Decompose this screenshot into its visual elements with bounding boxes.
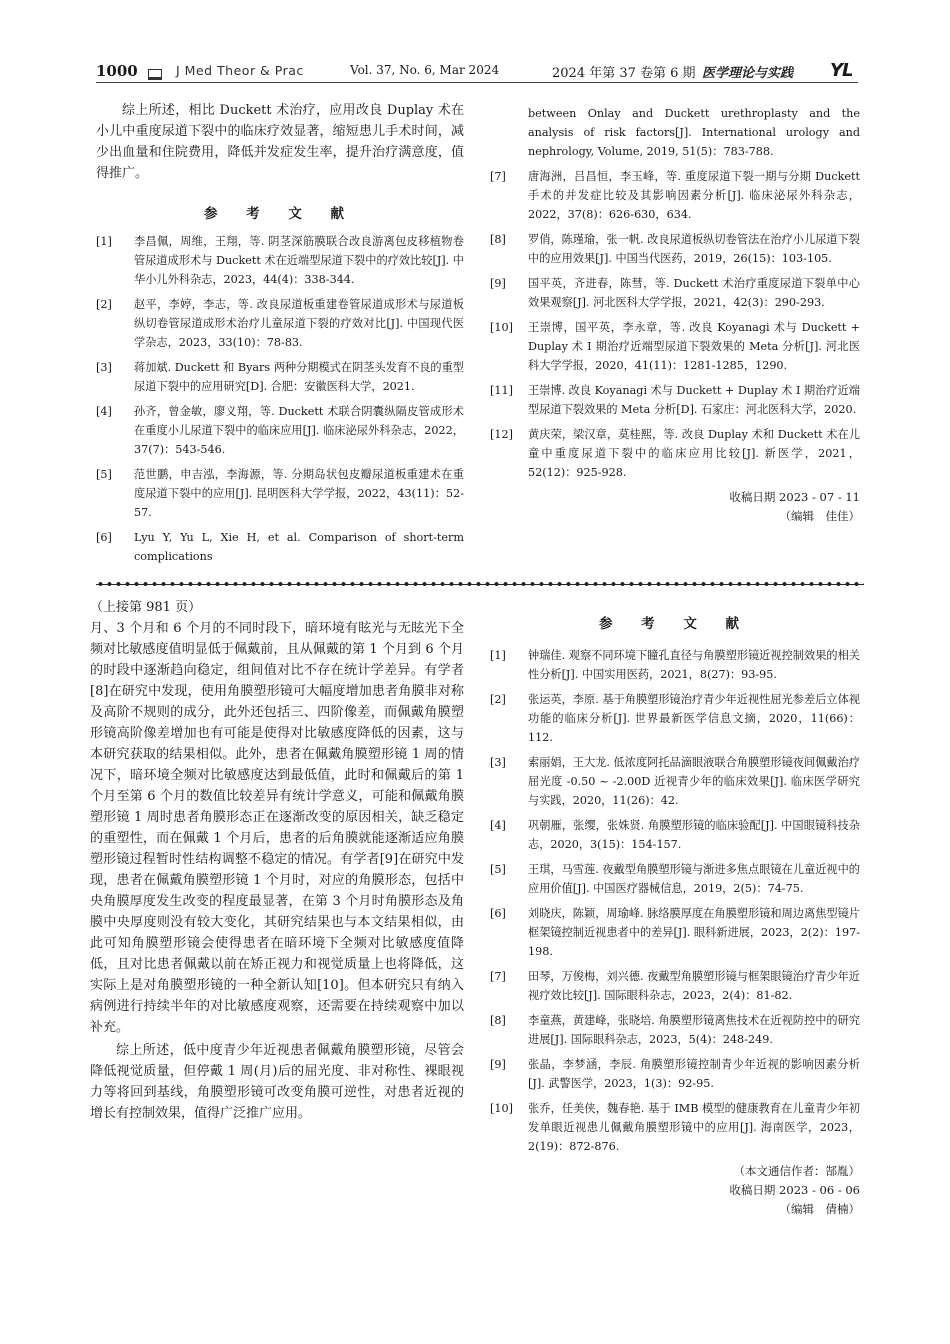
reference-number: [1] <box>96 235 112 248</box>
reference-number: [4] <box>96 405 112 418</box>
reference-item <box>490 646 860 684</box>
bottom-left-column <box>90 597 464 1124</box>
reference-item <box>96 358 464 396</box>
reference-number: [3] <box>96 361 112 374</box>
reference-text: 李昌佩，周维，王翔，等. 阴茎深筋膜联合改良游离包皮移植物卷管尿道成形术与 Duckett 术在近端型尿道下裂中的疗效比较[J]. 中华小儿外科杂志，2023，44(4)：338-344. <box>134 235 464 286</box>
reference-number: [2] <box>96 298 112 311</box>
reference-text: 刘晓庆，陈颖，周瑜峰. 脉络膜厚度在角膜塑形镜和周边离焦型镜片框架镜控制近视患者中的差异[J]. 眼科新进展，2023，2(2)：197-198. <box>528 907 860 958</box>
reference-item <box>96 402 464 459</box>
reference-text: 巩朝雁，张缨，张姝贤. 角膜塑形镜的临床验配[J]. 中国眼镜科技杂志，2020，3(15)：154-157. <box>528 819 860 851</box>
editor-note: （编辑 佳佳） <box>779 509 860 523</box>
section-divider <box>96 580 864 588</box>
reference-text: 李童燕，黄建峰，张晓培. 角膜塑形镜离焦技术在近视防控中的研究进展[J]. 国际眼科杂志，2023，5(4)：248-249. <box>528 1014 860 1046</box>
reference-number: [4] <box>490 819 506 832</box>
volume-info: Vol. 37, No. 6, Mar 2024 <box>350 63 500 77</box>
reference-text: 孙齐，曾金敏，廖义翔，等. Duckett 术联合阴囊纵隔皮管成形术在重度小儿尿道下裂中的临床应用[J]. 临床泌尿外科杂志，2022，37(7)：543-546. <box>134 405 464 456</box>
reference-text: 黄庆荣，梁汉章，莫桂熙，等. 改良 Duplay 术和 Duckett 术在儿童中重度尿道下裂中的临床应用比较[J]. 新医学，2021，52(12)：925-928. <box>528 428 860 479</box>
reference-number: [3] <box>490 756 506 769</box>
reference-number: [6] <box>96 531 112 544</box>
received-date: 收稿日期 2023 - 06 - 06 <box>729 1183 860 1197</box>
received-date: 收稿日期 2023 - 07 - 11 <box>729 490 860 504</box>
reference-item <box>490 425 860 482</box>
reference-number: [10] <box>490 321 513 334</box>
reference-number: [5] <box>96 468 112 481</box>
reference-text: 王崇博，国平英，李永章，等. 改良 Koyanagi 术与 Duckett + Duplay 术 Ⅰ 期治疗近端型尿道下裂效果的 Meta 分析[J]. 河北医科大学学报，2020，41(11)：1281-1285，1290. <box>528 321 860 372</box>
reference-item <box>490 230 860 268</box>
reference-item <box>490 1011 860 1049</box>
corresponding-author: （本文通信作者：郜胤） <box>733 1164 860 1178</box>
continued-note: （上接第 981 页） <box>90 600 202 615</box>
conclusion-paragraph: 综上所述，相比 Duckett 术治疗，应用改良 Duplay 术在小儿中重度尿道下裂中的临床疗效显著，缩短患儿手术时间，减少出血量和住院费用，降低并发症发生率，提升治疗满意度，值得推广。 <box>96 103 464 181</box>
reference-text: 范世鹏，申吉泓，李海源，等. 分期岛状包皮瓣尿道板重建术在重度尿道下裂中的应用[J]. 昆明医科大学学报，2022，43(11)：52-57. <box>134 468 464 519</box>
reference-number: [8] <box>490 233 506 246</box>
reference-item <box>490 753 860 810</box>
reference-item <box>490 318 860 375</box>
reference-number: [2] <box>490 693 506 706</box>
header-rule <box>96 82 858 83</box>
top-left-column <box>96 100 464 572</box>
reference-number: [12] <box>490 428 513 441</box>
reference-text: 罗俏，陈瑾瑜，张一帆. 改良尿道板纵切卷管法在治疗小儿尿道下裂中的应用效果[J]. 中国当代医药，2019，26(15)：103-105. <box>528 233 860 265</box>
reference-item <box>96 465 464 522</box>
running-header <box>0 62 950 84</box>
reference-number: [11] <box>490 384 513 397</box>
reference-number: [7] <box>490 170 506 183</box>
reference-text: Lyu Y, Yu L, Xie H, et al. Comparison of short-term complications <box>134 531 464 563</box>
issue-cn: 2024 年第 37 卷第 6 期 <box>552 66 696 81</box>
reference-item <box>490 1099 860 1156</box>
reference-number: [5] <box>490 863 506 876</box>
reference-text: 张晶，李梦涵，李辰. 角膜塑形镜控制青少年近视的影响因素分析[J]. 武警医学，2023，1(3)：92-95. <box>528 1058 860 1090</box>
reference-text: 国平英，齐进春，陈彗，等. Duckett 术治疗重度尿道下裂单中心效果观察[J]. 河北医科大学学报，2021，42(3)：290-293. <box>528 277 860 309</box>
reference-item <box>490 274 860 312</box>
reference-number: [9] <box>490 1058 506 1071</box>
reference-text: 钟瑞佳. 观察不同环境下瞳孔直径与角膜塑形镜近视控制效果的相关性分析[J]. 中国实用医药，2021，8(27)：93-95. <box>528 649 860 681</box>
reference-text: 张乔，任美侠，魏春艳. 基于 IMB 模型的健康教育在儿童青少年初发单眼近视患儿佩戴角膜塑形镜中的应用[J]. 海南医学，2023，2(19)：872-876. <box>528 1102 860 1153</box>
reference-text: 田琴，万俊梅，刘兴德. 夜戴型角膜塑形镜与框架眼镜治疗青少年近视疗效比较[J]. 国际眼科杂志，2023，2(4)：81-82. <box>528 970 860 1002</box>
editor-note: （编辑 倩楠） <box>779 1202 860 1216</box>
journal-name-cn: 医学理论与实践 <box>702 66 794 81</box>
discussion-paragraph: 月、3 个月和 6 个月的不同时段下，暗环境有眩光与无眩光下全频对比敏感度值明显低于佩戴前，且从佩戴的第 1 个月到 6 个月的时段中逐渐趋向稳定，组间值对比不存在统计学差异。有学者[8]在研究中发现，使用角膜塑形镜可大幅度增加患者角膜非对称及高阶不规则的成分，此外还包括三、四阶像差，而佩戴角膜塑形镜高阶像差增加也有可能是使得对比敏感度降低的因素，这与本研究获取的结果相似。此外，患者在佩戴角膜塑形镜 1 周的情况下，暗环境全频对比敏感度达到最低值，此时和佩戴后的第 1 个月至第 6 个月的数值比较差异有统计学意义，可能和佩戴角膜塑形镜 1 周时患者角膜形态正在逐渐改变的原因相关，缺乏稳定的重塑性，而在佩戴 1 个月后，患者的后角膜就能逐渐适应角膜塑形镜过程暂时性结构调整不稳定的情况。有学者[9]在研究中发现，患者在佩戴角膜塑形镜 1 个月时，对应的角膜形态，包括中央角膜厚度发生改变的程度最显著，在第 3 个月时角膜形态及角膜中央厚度则没有较大变化，其研究结果也与本文结果相似，由此可知角膜塑形镜会使得患者在暗环境下全频对比敏感度值降低，且对比患者佩戴以前在矫正视力和视觉质量上也将降低，这实际上是对角膜塑形镜的一种全新认知[10]。但本研究只有纳入病例进行持续半年的对比敏感度观察，还需要在持续观察中加以补充。 <box>90 621 464 1035</box>
reference-list <box>96 232 464 566</box>
reference-text: 索丽娟，王大龙. 低浓度阿托品滴眼液联合角膜塑形镜夜间佩戴治疗屈光度 -0.50 ~ -2.00D 近视青少年的临床效果[J]. 临床医学研究与实践，2020，11(26)：42. <box>528 756 860 807</box>
reference-number: [1] <box>490 649 506 662</box>
reference-text: 唐海洲，吕昌恒，李玉峰，等. 重度尿道下裂一期与分期 Duckett 手术的并发症比较及其影响因素分析[J]. 临床泌尿外科杂志，2022，37(8)：626-630，634. <box>528 170 860 221</box>
reference-item <box>490 381 860 419</box>
reference-item <box>490 904 860 961</box>
reference-list <box>490 646 860 1156</box>
conclusion-paragraph: 综上所述，低中度青少年近视患者佩戴角膜塑形镜，尽管会降低视觉质量，但停戴 1 周(月)后的屈光度、非对称性、裸眼视力等将回到基线，角膜塑形镜可改变角膜可逆性，对患者近视的增长有控制效果，值得广泛推广应用。 <box>90 1043 464 1121</box>
reference-item <box>490 816 860 854</box>
journal-logo: YL <box>830 60 853 81</box>
reference-item <box>490 1055 860 1093</box>
reference-item <box>96 295 464 352</box>
journal-name-en: J Med Theor & Prac <box>176 63 304 78</box>
references-heading: 参 考 文 献 <box>203 206 357 222</box>
reference-item <box>490 967 860 1005</box>
reference-item <box>490 167 860 224</box>
reference-text: 王琪，马雪莲. 夜戴型角膜塑形镜与渐进多焦点眼镜在儿童近视中的应用价值[J]. 中国医疗器械信息，2019，2(5)：74-75. <box>528 863 860 895</box>
page-number: 1000 <box>96 62 138 80</box>
reference-text: between Onlay and Duckett urethroplasty and the analysis of risk factors[J]. International urology and nephrology, Volume, 2019, 51(5)：783-788. <box>528 107 860 158</box>
reference-text: 赵平，李婷，李志，等. 改良尿道板重建卷管尿道成形术与尿道板纵切卷管尿道成形术治疗儿童尿道下裂的疗效对比[J]. 中国现代医学杂志，2023，33(10)：78-83. <box>134 298 464 349</box>
reference-text: 王崇博. 改良 Koyanagi 术与 Duckett + Duplay 术 Ⅰ 期治疗近端型尿道下裂效果的 Meta 分析[D]. 石家庄：河北医科大学，2020. <box>528 384 860 416</box>
reference-list <box>490 104 860 482</box>
top-right-column <box>490 104 860 526</box>
journal-mark-icon <box>148 69 162 80</box>
reference-item <box>490 690 860 747</box>
reference-number: [9] <box>490 277 506 290</box>
reference-text: 蒋加斌. Duckett 和 Byars 两种分期模式在阴茎头发育不良的重型尿道下裂中的应用研究[D]. 合肥：安徽医科大学，2021. <box>134 361 464 393</box>
reference-item <box>490 104 860 161</box>
references-heading: 参 考 文 献 <box>598 616 752 632</box>
reference-item <box>96 528 464 566</box>
reference-number: [7] <box>490 970 506 983</box>
reference-item <box>490 860 860 898</box>
reference-number: [8] <box>490 1014 506 1027</box>
reference-number: [6] <box>490 907 506 920</box>
reference-item <box>96 232 464 289</box>
reference-number: [10] <box>490 1102 513 1115</box>
reference-text: 张运英，李原. 基于角膜塑形镜治疗青少年近视性屈光参差后立体视功能的临床分析[J]. 世界最新医学信息文摘，2020，11(66)：112. <box>528 693 860 744</box>
bottom-right-column <box>490 612 860 1219</box>
